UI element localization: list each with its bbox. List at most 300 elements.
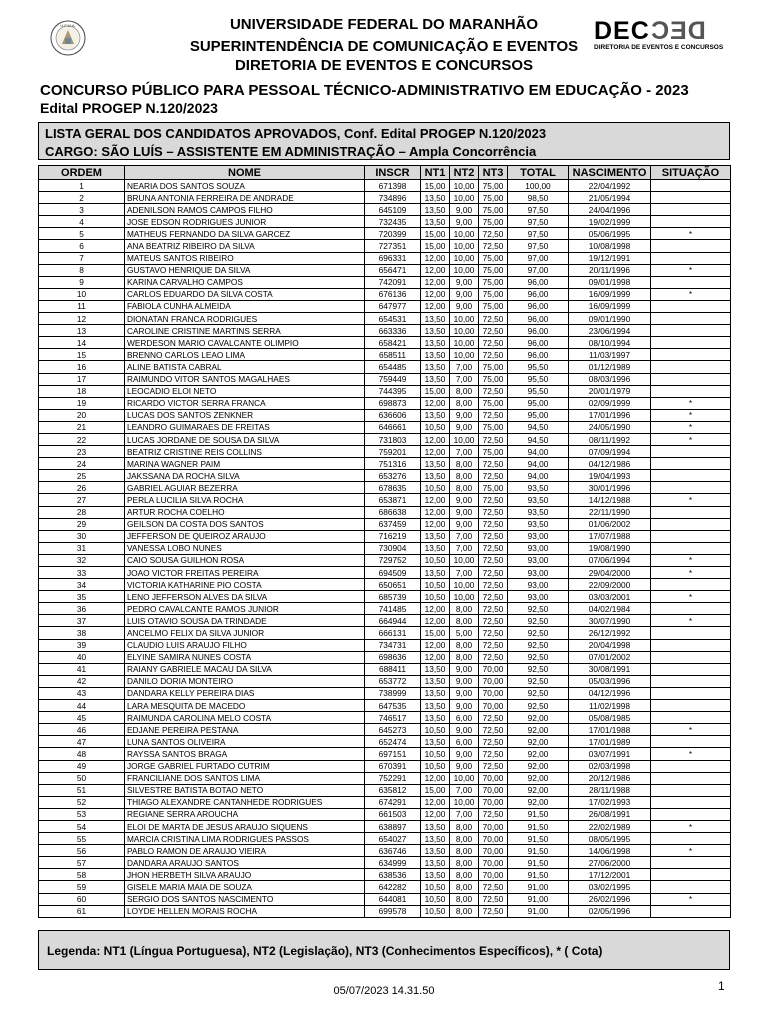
cell-nt1: 12,00 [421, 494, 450, 506]
cell-ordem: 48 [39, 748, 125, 760]
cell-nt1: 15,00 [421, 228, 450, 240]
cell-inscr: 646661 [365, 421, 421, 433]
table-row [39, 627, 731, 639]
cell-nt2: 10,00 [450, 337, 479, 349]
cell-nt1: 13,50 [421, 204, 450, 216]
cell-inscr: 698636 [365, 651, 421, 663]
cell-situacao [651, 180, 731, 192]
cell-total: 92,50 [508, 651, 569, 663]
cell-nascimento: 11/02/1998 [569, 700, 651, 712]
cell-nt3: 70,00 [479, 796, 508, 808]
cell-nt1: 10,50 [421, 905, 450, 917]
cell-ordem: 6 [39, 240, 125, 252]
cell-nt2: 8,00 [450, 385, 479, 397]
table-row [39, 276, 731, 288]
cell-nt1: 13,50 [421, 675, 450, 687]
cell-nt3: 72,50 [479, 530, 508, 542]
cell-situacao [651, 518, 731, 530]
cell-nascimento: 02/05/1996 [569, 905, 651, 917]
cell-nascimento: 14/12/1988 [569, 494, 651, 506]
cell-total: 92,50 [508, 627, 569, 639]
cell-nt3: 72,50 [479, 651, 508, 663]
table-row [39, 820, 731, 832]
cell-inscr: 738999 [365, 687, 421, 699]
table-row [39, 192, 731, 204]
cell-nt2: 9,00 [450, 421, 479, 433]
cell-situacao [651, 204, 731, 216]
cell-nt2: 8,00 [450, 397, 479, 409]
cell-ordem: 23 [39, 446, 125, 458]
cell-nt2: 10,00 [450, 579, 479, 591]
cell-inscr: 746517 [365, 712, 421, 724]
table-row [39, 397, 731, 409]
cell-ordem: 37 [39, 615, 125, 627]
cell-nascimento: 07/09/1994 [569, 446, 651, 458]
cell-nascimento: 30/01/1996 [569, 482, 651, 494]
cell-ordem: 5 [39, 228, 125, 240]
cell-total: 97,50 [508, 228, 569, 240]
cell-inscr: 636606 [365, 409, 421, 421]
cell-total: 92,50 [508, 700, 569, 712]
cell-nome: CAIO SOUSA GUILHON ROSA [125, 554, 365, 566]
cell-total: 95,50 [508, 373, 569, 385]
cell-nt1: 13,50 [421, 869, 450, 881]
cell-nt2: 7,00 [450, 542, 479, 554]
cell-total: 93,50 [508, 506, 569, 518]
cell-nt2: 10,00 [450, 325, 479, 337]
cell-total: 91,50 [508, 845, 569, 857]
table-row [39, 421, 731, 433]
cell-nome: GEILSON DA COSTA DOS SANTOS [125, 518, 365, 530]
cell-nt1: 10,50 [421, 893, 450, 905]
cell-total: 92,50 [508, 615, 569, 627]
cell-nascimento: 24/04/1996 [569, 204, 651, 216]
cell-nt1: 13,50 [421, 325, 450, 337]
cell-nt2: 9,00 [450, 506, 479, 518]
cell-inscr: 654027 [365, 833, 421, 845]
cell-total: 92,00 [508, 748, 569, 760]
cell-nt2: 9,00 [450, 700, 479, 712]
cell-ordem: 42 [39, 675, 125, 687]
cell-total: 91,00 [508, 893, 569, 905]
cell-nt3: 72,50 [479, 808, 508, 820]
cell-nascimento: 22/04/1992 [569, 180, 651, 192]
cell-nt1: 10,50 [421, 724, 450, 736]
cell-nome: PABLO RAMON DE ARAUJO VIEIRA [125, 845, 365, 857]
cell-nt3: 75,00 [479, 446, 508, 458]
table-row [39, 300, 731, 312]
cell-nascimento: 02/03/1998 [569, 760, 651, 772]
cell-situacao [651, 772, 731, 784]
cell-nascimento: 26/12/1992 [569, 627, 651, 639]
table-row [39, 506, 731, 518]
cell-nt1: 13,50 [421, 542, 450, 554]
cell-total: 95,50 [508, 361, 569, 373]
dec-logo-text: DEC [594, 17, 650, 45]
cell-nome: DIONATAN FRANCA RODRIGUES [125, 313, 365, 325]
cell-inscr: 720399 [365, 228, 421, 240]
cell-nt2: 8,00 [450, 639, 479, 651]
cell-nt2: 9,00 [450, 748, 479, 760]
cell-nt3: 75,00 [479, 373, 508, 385]
contest-edital: Edital PROGEP N.120/2023 [40, 100, 218, 116]
cell-total: 92,50 [508, 675, 569, 687]
directorate-title: DIRETORIA DE EVENTOS E CONCURSOS [234, 57, 534, 74]
cell-nascimento: 08/03/1996 [569, 373, 651, 385]
cell-total: 95,00 [508, 397, 569, 409]
table-row [39, 615, 731, 627]
cell-inscr: 653871 [365, 494, 421, 506]
cell-nt3: 72,50 [479, 603, 508, 615]
cell-nt1: 12,00 [421, 397, 450, 409]
cell-situacao [651, 796, 731, 808]
table-row [39, 470, 731, 482]
cell-nascimento: 17/01/1989 [569, 736, 651, 748]
cell-situacao [651, 385, 731, 397]
cell-nt2: 8,00 [450, 651, 479, 663]
cell-situacao [651, 784, 731, 796]
cell-nome: JHON HERBETH SILVA ARAUJO [125, 869, 365, 881]
cell-nascimento: 17/01/1996 [569, 409, 651, 421]
cell-total: 92,00 [508, 760, 569, 772]
cell-nome: VICTORIA KATHARINE PIO COSTA [125, 579, 365, 591]
cell-nascimento: 09/01/1998 [569, 276, 651, 288]
cell-nascimento: 30/07/1990 [569, 615, 651, 627]
cell-inscr: 661503 [365, 808, 421, 820]
cell-total: 92,50 [508, 639, 569, 651]
cell-total: 93,00 [508, 579, 569, 591]
cell-total: 93,00 [508, 567, 569, 579]
cell-situacao [651, 361, 731, 373]
cell-inscr: 759201 [365, 446, 421, 458]
cell-situacao: * [651, 421, 731, 433]
cell-nt3: 72,50 [479, 494, 508, 506]
cell-situacao [651, 446, 731, 458]
cell-nascimento: 17/07/1988 [569, 530, 651, 542]
cell-total: 91,50 [508, 808, 569, 820]
cell-inscr: 698873 [365, 397, 421, 409]
cell-nome: BEATRIZ CRISTINE REIS COLLINS [125, 446, 365, 458]
cell-nome: LUNA SANTOS OLIVEIRA [125, 736, 365, 748]
cell-nt2: 8,00 [450, 482, 479, 494]
cell-nome: DANDARA ARAUJO SANTOS [125, 857, 365, 869]
cell-inscr: 658511 [365, 349, 421, 361]
page-number: 1 [718, 979, 725, 993]
cell-nt3: 72,50 [479, 325, 508, 337]
cell-situacao [651, 216, 731, 228]
cell-total: 92,00 [508, 772, 569, 784]
cell-nt1: 10,50 [421, 591, 450, 603]
cell-nt3: 72,50 [479, 639, 508, 651]
cell-nt2: 9,00 [450, 409, 479, 421]
cell-nt1: 15,00 [421, 784, 450, 796]
cell-total: 96,00 [508, 313, 569, 325]
cell-situacao [651, 530, 731, 542]
cell-nome: CARLOS EDUARDO DA SILVA COSTA [125, 288, 365, 300]
cell-nome: BRUNA ANTONIA FERREIRA DE ANDRADE [125, 192, 365, 204]
cell-nt3: 72,50 [479, 760, 508, 772]
table-row [39, 760, 731, 772]
cell-inscr: 699578 [365, 905, 421, 917]
cell-ordem: 9 [39, 276, 125, 288]
cell-ordem: 25 [39, 470, 125, 482]
cell-total: 92,00 [508, 712, 569, 724]
cell-situacao [651, 337, 731, 349]
cell-nome: JORGE GABRIEL FURTADO CUTRIM [125, 760, 365, 772]
table-row [39, 675, 731, 687]
cell-situacao [651, 300, 731, 312]
table-row [39, 905, 731, 917]
cell-nascimento: 10/08/1998 [569, 240, 651, 252]
cell-ordem: 16 [39, 361, 125, 373]
cell-nt2: 10,00 [450, 228, 479, 240]
cell-nt2: 9,00 [450, 288, 479, 300]
cell-nome: JAKSSANA DA ROCHA SILVA [125, 470, 365, 482]
cell-inscr: 744395 [365, 385, 421, 397]
cell-nt3: 72,50 [479, 591, 508, 603]
cell-nt2: 10,00 [450, 433, 479, 445]
cell-inscr: 731803 [365, 433, 421, 445]
cell-total: 91,00 [508, 905, 569, 917]
cell-nome: ALINE BATISTA CABRAL [125, 361, 365, 373]
cell-nt3: 70,00 [479, 687, 508, 699]
cell-nome: BRENNO CARLOS LEAO LIMA [125, 349, 365, 361]
cell-inscr: 694509 [365, 567, 421, 579]
cell-nt3: 72,50 [479, 458, 508, 470]
cell-situacao [651, 736, 731, 748]
table-row [39, 288, 731, 300]
cell-nome: REGIANE SERRA AROUCHA [125, 808, 365, 820]
cell-nome: KARINA CARVALHO CAMPOS [125, 276, 365, 288]
col-ordem: ORDEM [39, 166, 125, 180]
cell-situacao [651, 542, 731, 554]
cell-situacao: * [651, 893, 731, 905]
cell-inscr: 734896 [365, 192, 421, 204]
table-row [39, 796, 731, 808]
table-row [39, 808, 731, 820]
cell-ordem: 47 [39, 736, 125, 748]
cell-situacao: * [651, 615, 731, 627]
cell-nome: JOAO VICTOR FREITAS PEREIRA [125, 567, 365, 579]
cell-situacao [651, 373, 731, 385]
cell-nt1: 13,50 [421, 313, 450, 325]
cell-ordem: 60 [39, 893, 125, 905]
cell-ordem: 54 [39, 820, 125, 832]
cell-nome: LARA MESQUITA DE MACEDO [125, 700, 365, 712]
cell-nome: SILVESTRE BATISTA BOTAO NETO [125, 784, 365, 796]
cell-ordem: 34 [39, 579, 125, 591]
cell-nt1: 13,50 [421, 820, 450, 832]
cell-nt3: 72,50 [479, 748, 508, 760]
cell-nascimento: 05/08/1985 [569, 712, 651, 724]
cell-inscr: 656471 [365, 264, 421, 276]
cell-nt1: 12,00 [421, 252, 450, 264]
cell-ordem: 56 [39, 845, 125, 857]
table-row [39, 494, 731, 506]
table-row [39, 736, 731, 748]
cell-nt2: 8,00 [450, 893, 479, 905]
cell-nome: ELYINE SAMIRA NUNES COSTA [125, 651, 365, 663]
cell-nome: RICARDO VICTOR SERRA FRANCA [125, 397, 365, 409]
cell-inscr: 666131 [365, 627, 421, 639]
cell-situacao [651, 905, 731, 917]
table-row [39, 687, 731, 699]
cell-nascimento: 01/06/2002 [569, 518, 651, 530]
cell-total: 97,50 [508, 204, 569, 216]
cell-inscr: 642282 [365, 881, 421, 893]
cell-nt1: 13,50 [421, 458, 450, 470]
cell-nascimento: 16/09/1999 [569, 300, 651, 312]
cell-total: 100,00 [508, 180, 569, 192]
cell-nome: RAIANY GABRIELE MACAU DA SILVA [125, 663, 365, 675]
cell-nt2: 8,00 [450, 603, 479, 615]
cell-ordem: 33 [39, 567, 125, 579]
cell-total: 98,50 [508, 192, 569, 204]
cell-nascimento: 08/11/1992 [569, 433, 651, 445]
cell-inscr: 730904 [365, 542, 421, 554]
cell-nt2: 10,00 [450, 180, 479, 192]
cell-ordem: 29 [39, 518, 125, 530]
table-row [39, 228, 731, 240]
legend-text: Legenda: NT1 (Língua Portuguesa), NT2 (Legislação), NT3 (Conhecimentos Específicos), * ( Cota) [47, 944, 603, 958]
cell-nt2: 9,00 [450, 518, 479, 530]
cell-nome: RAYSSA SANTOS BRAGA [125, 748, 365, 760]
cell-nt2: 7,00 [450, 784, 479, 796]
table-row [39, 724, 731, 736]
cell-nt3: 70,00 [479, 663, 508, 675]
cell-situacao [651, 458, 731, 470]
cell-nt2: 10,00 [450, 313, 479, 325]
cell-nt1: 12,00 [421, 651, 450, 663]
cell-nt3: 75,00 [479, 192, 508, 204]
cell-ordem: 46 [39, 724, 125, 736]
cell-ordem: 44 [39, 700, 125, 712]
table-row [39, 216, 731, 228]
cell-nt3: 75,00 [479, 264, 508, 276]
table-body [39, 180, 731, 918]
cell-nome: FRANCILIANE DOS SANTOS LIMA [125, 772, 365, 784]
dec-logo-mirror: DEC [649, 17, 706, 45]
cell-nt1: 13,50 [421, 833, 450, 845]
cell-nascimento: 05/06/1995 [569, 228, 651, 240]
cell-nascimento: 17/02/1993 [569, 796, 651, 808]
cell-nt3: 75,00 [479, 204, 508, 216]
cell-ordem: 13 [39, 325, 125, 337]
cell-ordem: 50 [39, 772, 125, 784]
cell-situacao [651, 482, 731, 494]
cell-ordem: 20 [39, 409, 125, 421]
cell-nt3: 72,50 [479, 337, 508, 349]
cell-inscr: 732435 [365, 216, 421, 228]
cell-nascimento: 20/12/1986 [569, 772, 651, 784]
cell-total: 92,00 [508, 724, 569, 736]
cell-nt3: 72,50 [479, 433, 508, 445]
table-row [39, 784, 731, 796]
cell-nt3: 72,50 [479, 349, 508, 361]
cell-total: 97,00 [508, 252, 569, 264]
cell-nt1: 13,50 [421, 530, 450, 542]
cell-nascimento: 28/11/1988 [569, 784, 651, 796]
cell-total: 91,00 [508, 881, 569, 893]
table-row [39, 325, 731, 337]
cell-nt1: 10,50 [421, 881, 450, 893]
cell-total: 94,50 [508, 421, 569, 433]
cell-nascimento: 17/01/1988 [569, 724, 651, 736]
cell-total: 96,00 [508, 276, 569, 288]
cell-inscr: 658421 [365, 337, 421, 349]
cell-nome: LUCAS JORDANE DE SOUSA DA SILVA [125, 433, 365, 445]
cell-inscr: 645273 [365, 724, 421, 736]
cell-nt1: 12,00 [421, 276, 450, 288]
cell-nascimento: 22/11/1990 [569, 506, 651, 518]
cell-total: 91,50 [508, 820, 569, 832]
cell-inscr: 647535 [365, 700, 421, 712]
cell-situacao [651, 349, 731, 361]
table-row [39, 349, 731, 361]
table-row [39, 603, 731, 615]
cell-total: 92,50 [508, 687, 569, 699]
cell-inscr: 652474 [365, 736, 421, 748]
cell-inscr: 688411 [365, 663, 421, 675]
cell-nt1: 15,00 [421, 627, 450, 639]
cell-situacao: * [651, 397, 731, 409]
cell-inscr: 716219 [365, 530, 421, 542]
cell-nt1: 13,50 [421, 845, 450, 857]
cell-nt1: 12,00 [421, 639, 450, 651]
cell-total: 92,50 [508, 603, 569, 615]
cell-nascimento: 20/01/1979 [569, 385, 651, 397]
cell-nome: FABIOLA CUNHA ALMEIDA [125, 300, 365, 312]
table-row [39, 845, 731, 857]
cell-inscr: 742091 [365, 276, 421, 288]
cell-nt2: 8,00 [450, 881, 479, 893]
cell-nome: PEDRO CAVALCANTE RAMOS JUNIOR [125, 603, 365, 615]
cell-nome: ARTUR ROCHA COELHO [125, 506, 365, 518]
cell-total: 93,50 [508, 494, 569, 506]
cell-nome: JEFFERSON DE QUEIROZ ARAUJO [125, 530, 365, 542]
cell-nascimento: 03/07/1991 [569, 748, 651, 760]
cell-nascimento: 04/02/1984 [569, 603, 651, 615]
legend-box [38, 930, 730, 970]
cell-nascimento: 17/12/2001 [569, 869, 651, 881]
cell-nt1: 12,00 [421, 506, 450, 518]
cell-situacao [651, 470, 731, 482]
table-row [39, 264, 731, 276]
table-row [39, 409, 731, 421]
candidates-table [38, 165, 731, 918]
cell-nascimento: 19/08/1990 [569, 542, 651, 554]
cell-nt3: 72,50 [479, 506, 508, 518]
cell-situacao: * [651, 288, 731, 300]
cell-nome: LEOCADIO ELOI NETO [125, 385, 365, 397]
cell-total: 97,00 [508, 264, 569, 276]
cell-nt2: 6,00 [450, 712, 479, 724]
col-nome: NOME [125, 166, 365, 180]
col-nt2: NT2 [450, 166, 479, 180]
cell-nt2: 10,00 [450, 240, 479, 252]
cell-nt2: 10,00 [450, 349, 479, 361]
cell-nt3: 72,50 [479, 518, 508, 530]
cell-nt1: 12,00 [421, 772, 450, 784]
cell-ordem: 1 [39, 180, 125, 192]
cell-nt3: 72,50 [479, 724, 508, 736]
cell-situacao: * [651, 264, 731, 276]
cell-situacao [651, 869, 731, 881]
table-row [39, 204, 731, 216]
cell-nome: GISELE MARIA MAIA DE SOUZA [125, 881, 365, 893]
cell-nt1: 13,50 [421, 736, 450, 748]
table-row [39, 482, 731, 494]
